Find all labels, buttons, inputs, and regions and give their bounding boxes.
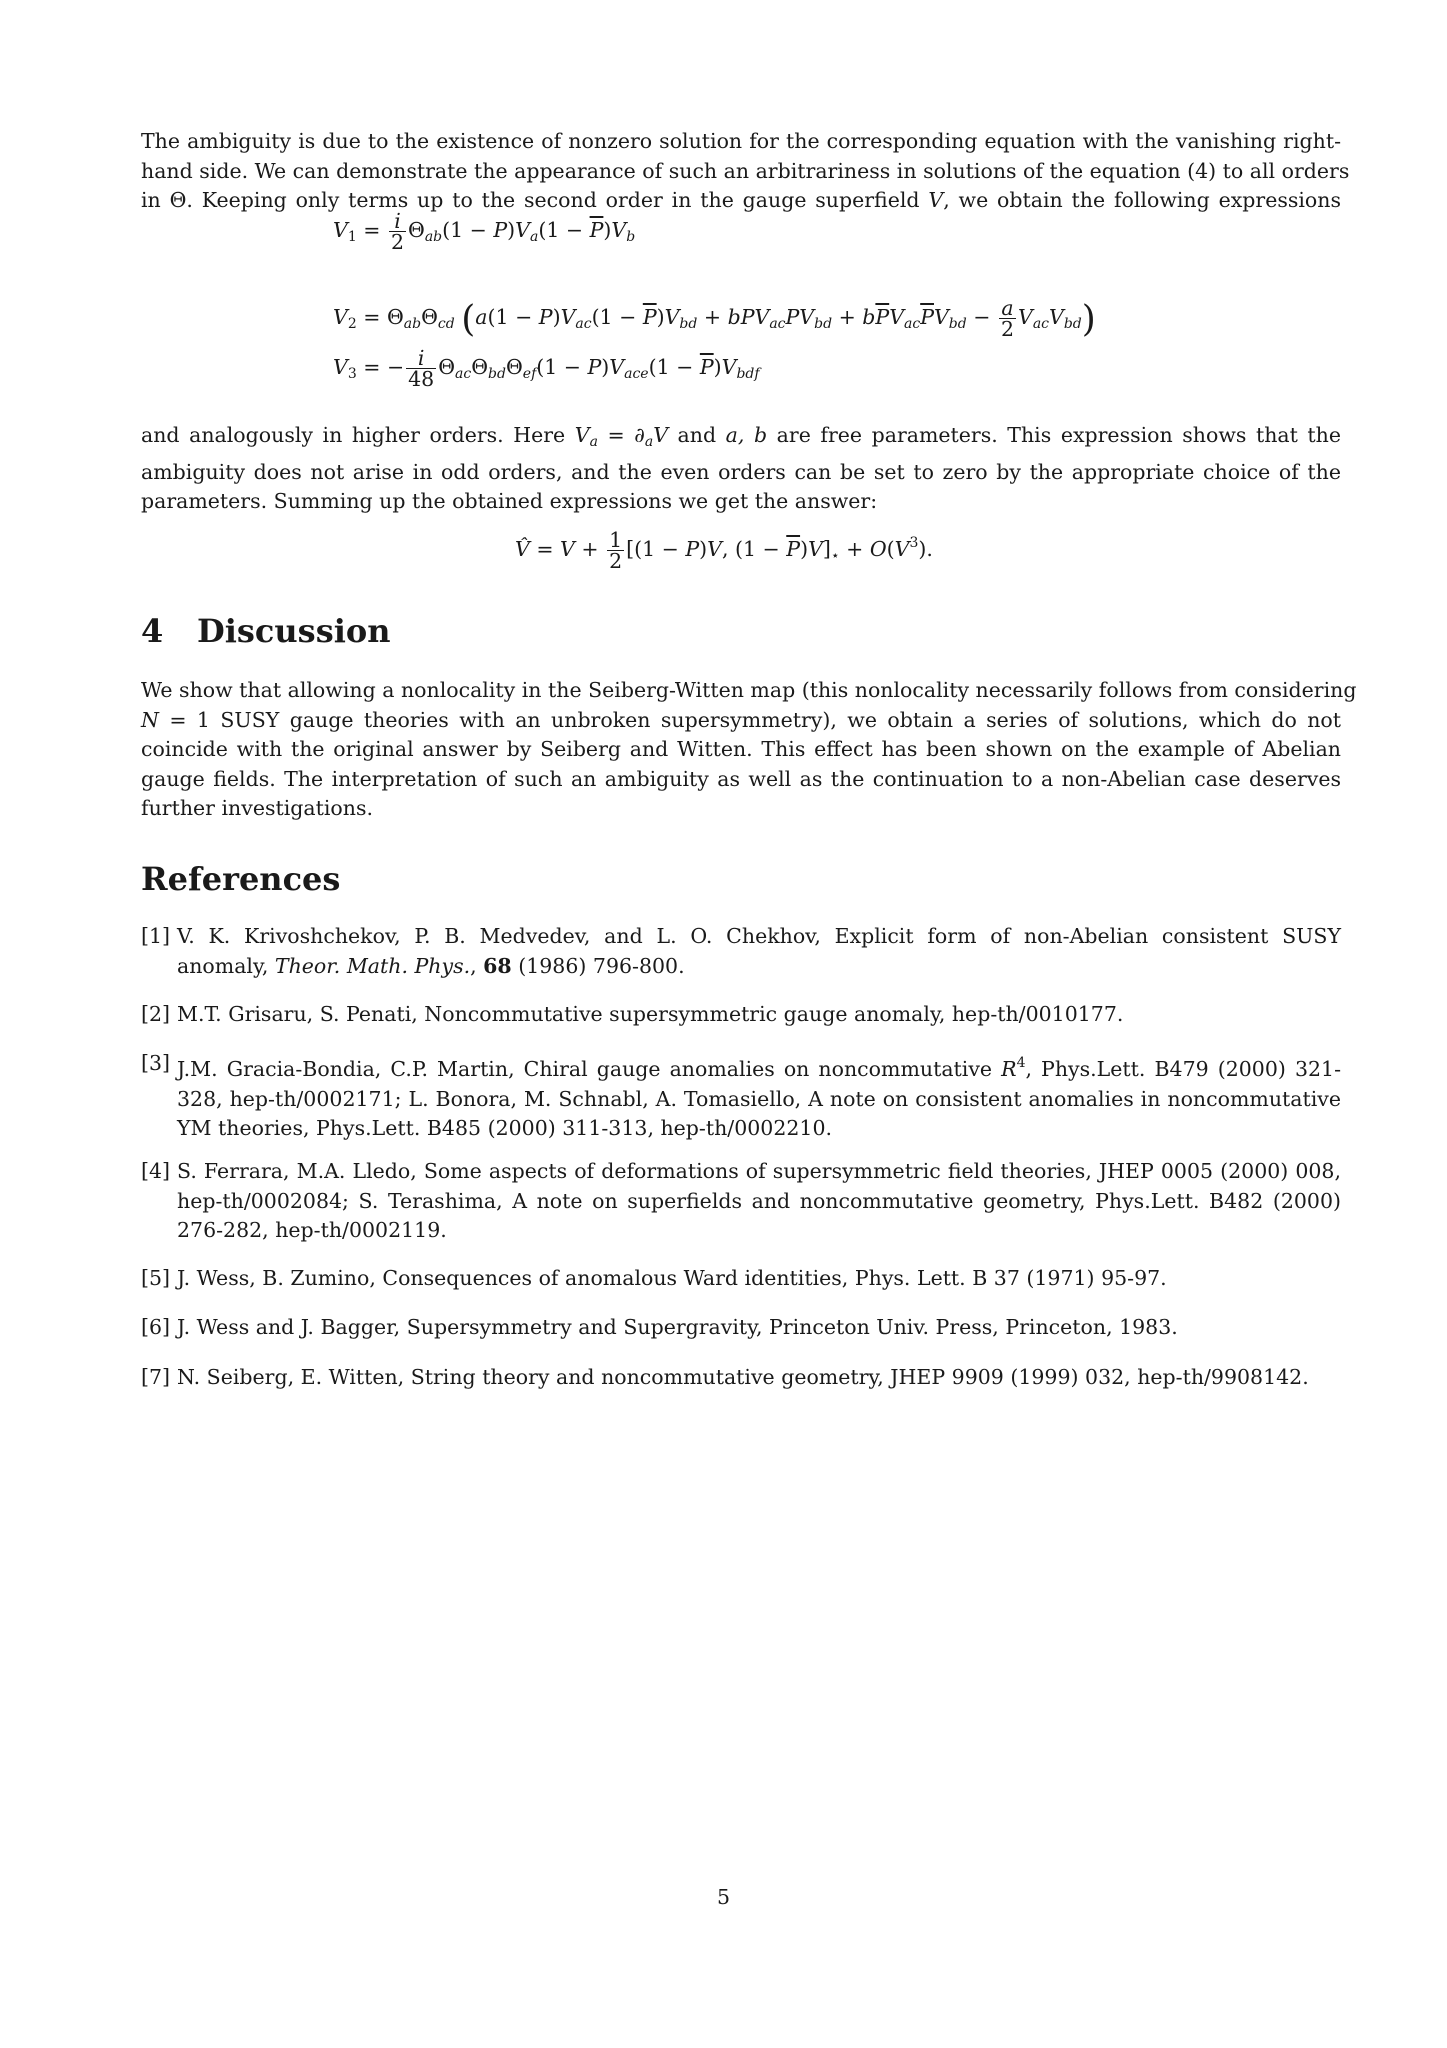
reference-line: 328, hep-th/0002171; L. Bonora, M. Schnabl, A. Tomasiello, A note on consistent anomalies in noncommutative (177, 1086, 1341, 1111)
intro-line-3: in Θ. Keeping only terms up to the second order in the gauge superfield V, we obtain the following expressions (141, 188, 1341, 212)
reference-line: M.T. Grisaru, S. Penati, Noncommutative supersymmetric gauge anomaly, hep-th/0010177. (177, 1002, 1124, 1026)
reference-label: [5] (141, 1266, 171, 1290)
middle-line-3: parameters. Summing up the obtained expressions we get the answer: (141, 489, 878, 513)
middle-line-2: ambiguity does not arise in odd orders, and the even orders can be set to zero by the appropriate choice of the (141, 459, 1341, 484)
reference-item-6 (141, 1313, 1341, 1343)
discussion-paragraph (141, 676, 1357, 824)
intro-paragraph (141, 127, 1350, 216)
reference-line: J. Wess and J. Bagger, Supersymmetry and Supergravity, Princeton Univ. Press, Princeton, 1983. (177, 1315, 1178, 1339)
reference-line: hep-th/0002084; S. Terashima, A note on superfields and noncommutative geometry, Phys.Lett. B482 (2000) (177, 1188, 1341, 1213)
equation-v1: $V_1$ = $\frac{i}{2}$ $\Theta_{ab}(1 - P)V_a(1 - \overline{P})V_b$ (333, 209, 636, 254)
reference-item-2 (141, 1000, 1341, 1030)
reference-item-5 (141, 1264, 1341, 1294)
reference-line: 276-282, hep-th/0002119. (177, 1218, 447, 1242)
intro-line-2: hand side. We can demonstrate the appearance of such an arbitrariness in solutions of the equation (4) to all orders (141, 158, 1350, 183)
section-heading (141, 612, 390, 650)
reference-item-1 (141, 922, 1341, 981)
reference-item-7 (141, 1363, 1341, 1393)
discussion-line-1: We show that allowing a nonlocality in the Seiberg-Witten map (this nonlocality necessarily follows from considering (141, 678, 1357, 702)
reference-label: [6] (141, 1315, 171, 1339)
intro-line-1: The ambiguity is due to the existence of nonzero solution for the corresponding equation with the vanishing right- (141, 129, 1341, 153)
reference-line: YM theories, Phys.Lett. B485 (2000) 311-313, hep-th/0002210. (177, 1116, 833, 1140)
discussion-line-4: gauge fields. The interpretation of such an ambiguity as well as the continuation to a non-Abelian case deserves (141, 766, 1341, 791)
discussion-line-5: further investigations. (141, 796, 373, 820)
reference-item-3 (141, 1049, 1341, 1144)
reference-label: [2] (141, 1002, 171, 1026)
reference-line: N. Seiberg, E. Witten, String theory and noncommutative geometry, JHEP 9909 (1999) 032, hep-th/9908142. (177, 1365, 1309, 1389)
middle-line-1: and analogously in higher orders. Here $V_a = \partial_aV$ and a, b are free parameters. This expression shows that the (141, 423, 1341, 450)
section-number: 4 (141, 612, 164, 650)
reference-label: [1] (141, 924, 171, 948)
reference-label: [4] (141, 1159, 171, 1183)
equation-v2: $V_2 = \Theta_{ab}\Theta_{cd}$ ($a(1 - P)V_{ac}(1 - \overline{P})V_{bd} + bPV_{ac}PV_{bd} + b\overline{P}V_{ac}\overline{P}V_{bd}$ − $\frac{a}{2}$ $V_{ac}V_{bd}$) (333, 296, 1096, 341)
references-heading: References (141, 860, 341, 898)
page-number: 5 (716, 1885, 731, 1909)
reference-label: [3] (141, 1051, 171, 1075)
equation-v3: $V_3$ = − $\frac{i}{48}$ $\Theta_{ac}\Theta_{bd}\Theta_{ef}(1 - P)V_{ace}(1 - \overline{P})V_{bdf}$ (333, 346, 760, 391)
equation-answer: V̂ = V + $\frac{1}{2}$ [(1 − P)V, $(1 - \overline{P})V]_⋆ + O(V^3)$. (515, 528, 933, 573)
discussion-line-2: N = 1 SUSY gauge theories with an unbroken supersymmetry), we obtain a series of solutions, which do not (141, 707, 1341, 732)
reference-line: V. K. Krivoshchekov, P. B. Medvedev, and L. O. Chekhov, Explicit form of non-Abelian consistent SUSY (177, 924, 1341, 948)
section-title: Discussion (197, 612, 391, 650)
reference-line: S. Ferrara, M.A. Lledo, Some aspects of deformations of supersymmetric field theories, JHEP 0005 (2000) 008, (177, 1159, 1341, 1183)
reference-item-4 (141, 1157, 1341, 1246)
reference-line: J. Wess, B. Zumino, Consequences of anomalous Ward identities, Phys. Lett. B 37 (1971) 95-97. (177, 1266, 1167, 1290)
reference-line: J.M. Gracia-Bondia, C.P. Martin, Chiral gauge anomalies on noncommutative $R^4$, Phys.Lett. B479 (2000) 321- (177, 1055, 1341, 1081)
reference-label: [7] (141, 1365, 171, 1389)
middle-paragraph (141, 421, 1341, 517)
reference-line: anomaly, Theor. Math. Phys., 68 (1986) 796-800. (177, 953, 685, 978)
discussion-line-3: coincide with the original answer by Seiberg and Witten. This effect has been shown on the example of Abelian (141, 737, 1341, 761)
